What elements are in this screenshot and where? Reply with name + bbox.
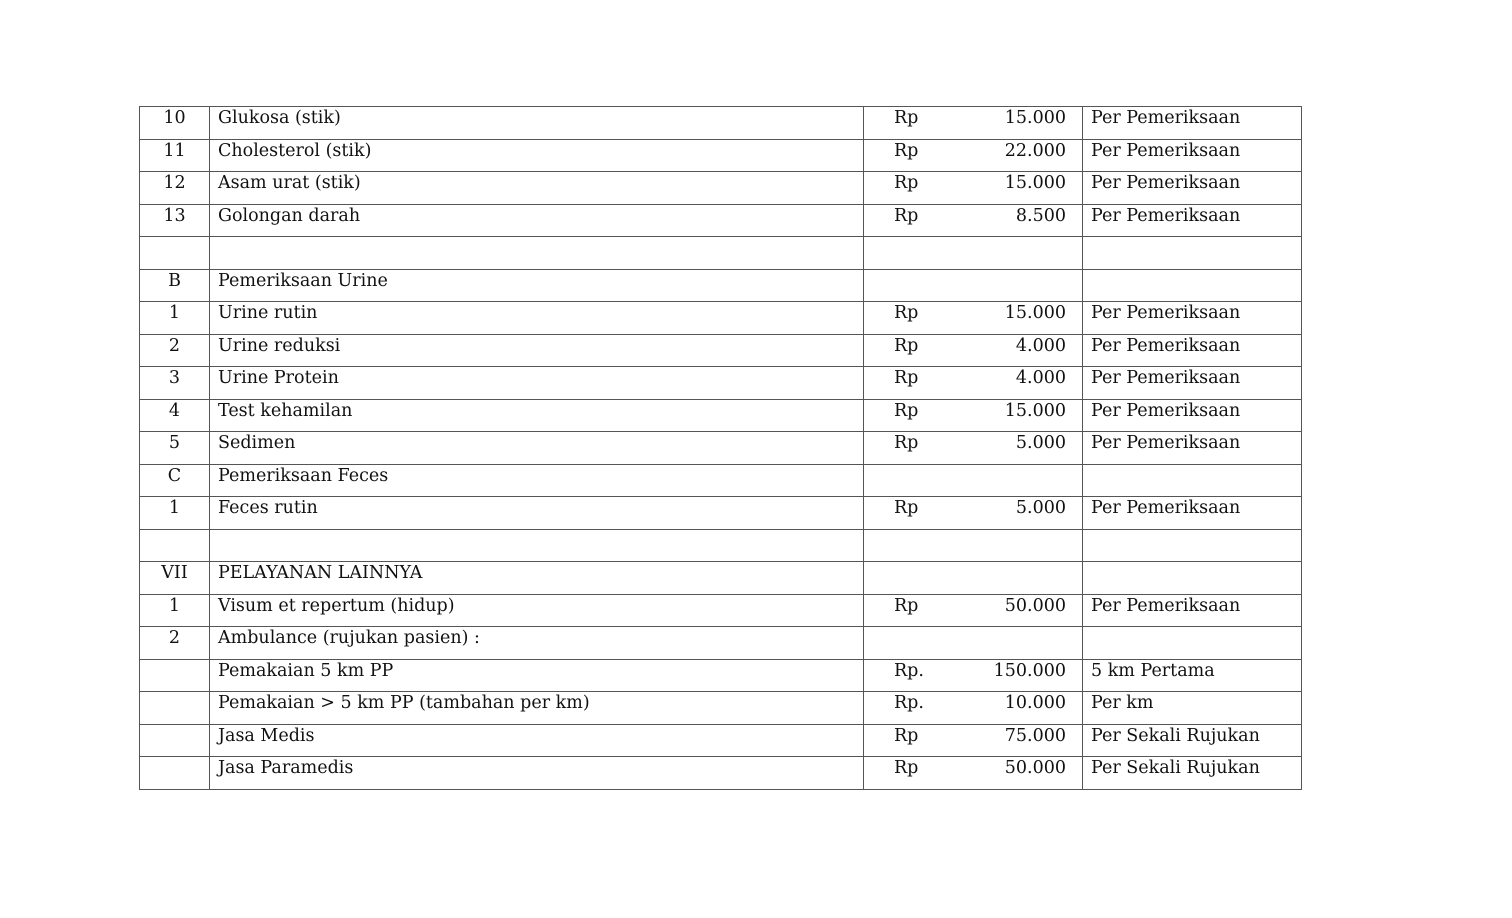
- currency-label: Rp: [894, 303, 919, 323]
- price-amount: 50.000: [1004, 758, 1066, 778]
- service-description-cell: Pemakaian 5 km PP: [210, 659, 864, 692]
- table-row: [140, 367, 1302, 400]
- table-row: [140, 692, 1302, 725]
- currency-label: Rp: [894, 725, 919, 746]
- service-description-cell: [210, 237, 864, 270]
- currency-label: Rp: [894, 173, 919, 193]
- price-amount: 15.000: [1004, 303, 1066, 323]
- price-unit-cell: Per Pemeriksaan: [1083, 139, 1302, 172]
- price-unit-cell: Per Pemeriksaan: [1083, 334, 1302, 367]
- price-cell: [864, 204, 1083, 237]
- currency-label: Rp: [894, 335, 919, 356]
- price-cell: [864, 139, 1083, 172]
- currency-label: Rp: [894, 758, 919, 778]
- price-wrapper: [872, 205, 1074, 227]
- price-unit-cell: Per Pemeriksaan: [1083, 497, 1302, 530]
- table-row: [140, 269, 1302, 302]
- table-row: [140, 432, 1302, 465]
- price-wrapper: [872, 497, 1074, 519]
- price-unit-cell: Per km: [1083, 692, 1302, 725]
- currency-label: Rp: [894, 498, 919, 518]
- currency-label: Rp: [894, 140, 919, 161]
- price-cell: [864, 627, 1083, 660]
- currency-label: Rp: [894, 433, 919, 453]
- service-description-cell: PELAYANAN LAINNYA: [210, 562, 864, 595]
- service-description-cell: Golongan darah: [210, 204, 864, 237]
- table-row: [140, 562, 1302, 595]
- row-number-cell: 2: [140, 334, 210, 367]
- price-cell: [864, 237, 1083, 270]
- table-row: [140, 497, 1302, 530]
- table-row: [140, 529, 1302, 562]
- price-unit-cell: Per Pemeriksaan: [1083, 594, 1302, 627]
- row-number-cell: [140, 757, 210, 790]
- price-amount: 10.000: [1004, 693, 1066, 713]
- price-unit-cell: Per Sekali Rujukan: [1083, 724, 1302, 757]
- table-row: [140, 627, 1302, 660]
- price-amount: 5.000: [1015, 498, 1066, 518]
- price-wrapper: [872, 432, 1074, 454]
- price-cell: [864, 659, 1083, 692]
- price-wrapper: [872, 757, 1074, 779]
- table-row: [140, 302, 1302, 335]
- table-row: [140, 464, 1302, 497]
- price-wrapper: [872, 302, 1074, 324]
- price-unit-cell: [1083, 529, 1302, 562]
- row-number-cell: [140, 237, 210, 270]
- currency-label: Rp: [894, 595, 919, 616]
- table-row: [140, 334, 1302, 367]
- service-description-cell: Sedimen: [210, 432, 864, 465]
- price-amount: 8.500: [1015, 205, 1066, 226]
- row-number-cell: 4: [140, 399, 210, 432]
- price-wrapper: [872, 367, 1074, 389]
- service-description-cell: [210, 529, 864, 562]
- price-amount: 4.000: [1015, 368, 1066, 388]
- currency-label: Rp.: [894, 693, 924, 713]
- price-cell: [864, 399, 1083, 432]
- price-wrapper: [872, 725, 1074, 747]
- price-unit-cell: [1083, 627, 1302, 660]
- table-row: [140, 107, 1302, 140]
- price-amount: 15.000: [1004, 400, 1066, 421]
- row-number-cell: B: [140, 269, 210, 302]
- row-number-cell: C: [140, 464, 210, 497]
- price-cell: [864, 724, 1083, 757]
- price-cell: [864, 757, 1083, 790]
- service-description-cell: Jasa Medis: [210, 724, 864, 757]
- table-row: [140, 757, 1302, 790]
- price-cell: [864, 562, 1083, 595]
- price-cell: [864, 302, 1083, 335]
- price-unit-cell: Per Pemeriksaan: [1083, 367, 1302, 400]
- price-amount: 5.000: [1015, 433, 1066, 453]
- row-number-cell: [140, 529, 210, 562]
- service-description-cell: Jasa Paramedis: [210, 757, 864, 790]
- price-cell: [864, 367, 1083, 400]
- price-amount: 150.000: [993, 660, 1066, 681]
- service-description-cell: Urine reduksi: [210, 334, 864, 367]
- price-amount: 4.000: [1015, 335, 1066, 356]
- service-description-cell: Pemeriksaan Urine: [210, 269, 864, 302]
- price-wrapper: [872, 660, 1074, 682]
- row-number-cell: [140, 659, 210, 692]
- price-wrapper: [872, 172, 1074, 194]
- price-unit-cell: Per Sekali Rujukan: [1083, 757, 1302, 790]
- service-description-cell: Ambulance (rujukan pasien) :: [210, 627, 864, 660]
- currency-label: Rp: [894, 400, 919, 421]
- price-cell: [864, 529, 1083, 562]
- currency-label: Rp: [894, 205, 919, 226]
- price-wrapper: [872, 107, 1074, 129]
- price-wrapper: [872, 140, 1074, 162]
- currency-label: Rp: [894, 108, 919, 128]
- table-row: [140, 204, 1302, 237]
- table-row: [140, 594, 1302, 627]
- price-unit-cell: [1083, 269, 1302, 302]
- table-row: [140, 172, 1302, 205]
- row-number-cell: 11: [140, 139, 210, 172]
- price-wrapper: [872, 692, 1074, 714]
- row-number-cell: 13: [140, 204, 210, 237]
- price-cell: [864, 107, 1083, 140]
- table-row: [140, 237, 1302, 270]
- service-description-cell: Pemakaian > 5 km PP (tambahan per km): [210, 692, 864, 725]
- price-cell: [864, 269, 1083, 302]
- row-number-cell: VII: [140, 562, 210, 595]
- row-number-cell: 2: [140, 627, 210, 660]
- price-amount: 15.000: [1004, 108, 1066, 128]
- price-unit-cell: Per Pemeriksaan: [1083, 432, 1302, 465]
- price-cell: [864, 334, 1083, 367]
- table-row: [140, 659, 1302, 692]
- price-wrapper: [872, 595, 1074, 617]
- service-description-cell: Visum et repertum (hidup): [210, 594, 864, 627]
- tariff-table-body: [140, 107, 1302, 790]
- price-unit-cell: Per Pemeriksaan: [1083, 302, 1302, 335]
- price-cell: [864, 172, 1083, 205]
- price-unit-cell: Per Pemeriksaan: [1083, 399, 1302, 432]
- service-description-cell: Urine rutin: [210, 302, 864, 335]
- service-description-cell: Asam urat (stik): [210, 172, 864, 205]
- row-number-cell: 1: [140, 302, 210, 335]
- price-unit-cell: [1083, 237, 1302, 270]
- price-amount: 75.000: [1004, 725, 1066, 746]
- service-description-cell: Test kehamilan: [210, 399, 864, 432]
- price-unit-cell: Per Pemeriksaan: [1083, 172, 1302, 205]
- price-unit-cell: Per Pemeriksaan: [1083, 107, 1302, 140]
- price-unit-cell: 5 km Pertama: [1083, 659, 1302, 692]
- table-row: [140, 139, 1302, 172]
- price-cell: [864, 432, 1083, 465]
- currency-label: Rp.: [894, 660, 924, 681]
- service-description-cell: Pemeriksaan Feces: [210, 464, 864, 497]
- row-number-cell: 1: [140, 497, 210, 530]
- service-description-cell: Cholesterol (stik): [210, 139, 864, 172]
- price-cell: [864, 464, 1083, 497]
- price-unit-cell: Per Pemeriksaan: [1083, 204, 1302, 237]
- row-number-cell: [140, 724, 210, 757]
- price-amount: 15.000: [1004, 173, 1066, 193]
- row-number-cell: [140, 692, 210, 725]
- tariff-table: [139, 106, 1302, 790]
- price-cell: [864, 497, 1083, 530]
- price-unit-cell: [1083, 464, 1302, 497]
- table-row: [140, 399, 1302, 432]
- price-cell: [864, 594, 1083, 627]
- row-number-cell: 1: [140, 594, 210, 627]
- price-wrapper: [872, 400, 1074, 422]
- row-number-cell: 5: [140, 432, 210, 465]
- currency-label: Rp: [894, 368, 919, 388]
- row-number-cell: 10: [140, 107, 210, 140]
- service-description-cell: Feces rutin: [210, 497, 864, 530]
- price-wrapper: [872, 335, 1074, 357]
- price-amount: 22.000: [1004, 140, 1066, 161]
- service-description-cell: Urine Protein: [210, 367, 864, 400]
- price-amount: 50.000: [1004, 595, 1066, 616]
- price-unit-cell: [1083, 562, 1302, 595]
- table-row: [140, 724, 1302, 757]
- service-description-cell: Glukosa (stik): [210, 107, 864, 140]
- row-number-cell: 3: [140, 367, 210, 400]
- price-cell: [864, 692, 1083, 725]
- row-number-cell: 12: [140, 172, 210, 205]
